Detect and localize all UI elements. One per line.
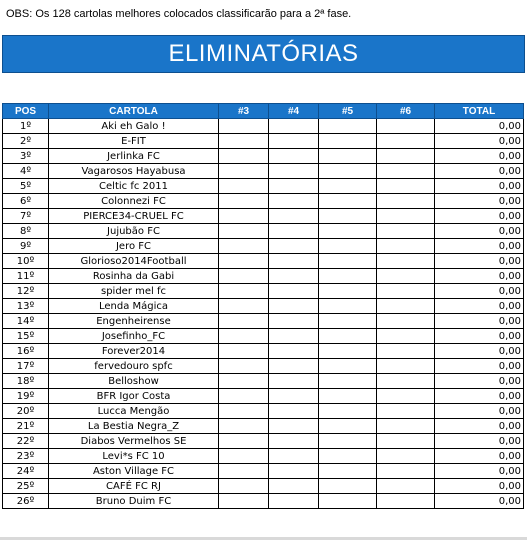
round-4-cell[interactable] — [269, 359, 319, 374]
round-4-cell[interactable] — [269, 254, 319, 269]
total-cell[interactable]: 0,00 — [435, 314, 524, 329]
col-header-pos[interactable]: POS — [3, 104, 49, 119]
cartola-cell[interactable]: Levi*s FC 10 — [49, 449, 219, 464]
total-cell[interactable]: 0,00 — [435, 434, 524, 449]
total-cell[interactable]: 0,00 — [435, 374, 524, 389]
round-6-cell[interactable] — [377, 299, 435, 314]
table-row — [3, 389, 524, 404]
round-3-cell[interactable] — [219, 479, 269, 494]
pos-cell[interactable]: 1º — [3, 119, 49, 134]
round-6-cell[interactable] — [377, 149, 435, 164]
pos-cell[interactable]: 17º — [3, 359, 49, 374]
total-cell[interactable]: 0,00 — [435, 449, 524, 464]
cartola-cell[interactable]: Belloshow — [49, 374, 219, 389]
table-row — [3, 464, 524, 479]
round-4-cell[interactable] — [269, 239, 319, 254]
cartola-cell[interactable]: Lenda Mágica — [49, 299, 219, 314]
round-3-cell[interactable] — [219, 179, 269, 194]
cartola-cell[interactable]: PIERCE34-CRUEL FC — [49, 209, 219, 224]
col-header-round-4[interactable]: #4 — [269, 104, 319, 119]
round-6-cell[interactable] — [377, 119, 435, 134]
round-5-cell[interactable] — [319, 434, 377, 449]
round-4-cell[interactable] — [269, 149, 319, 164]
table-row — [3, 434, 524, 449]
cartola-cell[interactable]: Diabos Vermelhos SE — [49, 434, 219, 449]
round-6-cell[interactable] — [377, 449, 435, 464]
table-row — [3, 419, 524, 434]
table-row — [3, 359, 524, 374]
round-6-cell[interactable] — [377, 374, 435, 389]
round-3-cell[interactable] — [219, 194, 269, 209]
pos-cell[interactable]: 7º — [3, 209, 49, 224]
round-4-cell[interactable] — [269, 389, 319, 404]
total-cell[interactable]: 0,00 — [435, 299, 524, 314]
round-4-cell[interactable] — [269, 329, 319, 344]
pos-cell[interactable]: 22º — [3, 434, 49, 449]
cartola-cell[interactable]: Aki eh Galo ! — [49, 119, 219, 134]
round-6-cell[interactable] — [377, 134, 435, 149]
round-5-cell[interactable] — [319, 344, 377, 359]
cartola-cell[interactable]: Colonnezi FC — [49, 194, 219, 209]
table-row — [3, 239, 524, 254]
total-cell[interactable]: 0,00 — [435, 119, 524, 134]
round-3-cell[interactable] — [219, 464, 269, 479]
round-6-cell[interactable] — [377, 479, 435, 494]
round-6-cell[interactable] — [377, 419, 435, 434]
table-row — [3, 224, 524, 239]
table-row — [3, 254, 524, 269]
round-4-cell[interactable] — [269, 344, 319, 359]
pos-cell[interactable]: 24º — [3, 464, 49, 479]
notice-text: OBS: Os 128 cartolas melhores colocados classificarão para a 2ª fase. — [6, 8, 352, 20]
round-6-cell[interactable] — [377, 194, 435, 209]
pos-cell[interactable]: 13º — [3, 299, 49, 314]
round-6-cell[interactable] — [377, 269, 435, 284]
cartola-cell[interactable]: Rosinha da Gabi — [49, 269, 219, 284]
round-5-cell[interactable] — [319, 374, 377, 389]
round-4-cell[interactable] — [269, 164, 319, 179]
col-header-round-5[interactable]: #5 — [319, 104, 377, 119]
round-5-cell[interactable] — [319, 194, 377, 209]
round-4-cell[interactable] — [269, 464, 319, 479]
total-cell[interactable]: 0,00 — [435, 224, 524, 239]
round-4-cell[interactable] — [269, 434, 319, 449]
pos-cell[interactable]: 14º — [3, 314, 49, 329]
col-header-round-3[interactable]: #3 — [219, 104, 269, 119]
total-cell[interactable]: 0,00 — [435, 389, 524, 404]
round-4-cell[interactable] — [269, 119, 319, 134]
section-banner — [2, 35, 525, 73]
round-3-cell[interactable] — [219, 329, 269, 344]
total-cell[interactable]: 0,00 — [435, 149, 524, 164]
banner-title: ELIMINATÓRIAS — [168, 40, 359, 67]
round-3-cell[interactable] — [219, 134, 269, 149]
round-4-cell[interactable] — [269, 194, 319, 209]
round-6-cell[interactable] — [377, 344, 435, 359]
table-row — [3, 449, 524, 464]
ranking-table — [2, 103, 524, 509]
cartola-cell[interactable]: BFR Igor Costa — [49, 389, 219, 404]
pos-cell[interactable]: 4º — [3, 164, 49, 179]
round-6-cell[interactable] — [377, 284, 435, 299]
total-cell[interactable]: 0,00 — [435, 329, 524, 344]
round-6-cell[interactable] — [377, 389, 435, 404]
cartola-cell[interactable]: Jerlinka FC — [49, 149, 219, 164]
cartola-cell[interactable]: E-FIT — [49, 134, 219, 149]
round-3-cell[interactable] — [219, 149, 269, 164]
table-row — [3, 134, 524, 149]
table-row — [3, 179, 524, 194]
pos-cell[interactable]: 11º — [3, 269, 49, 284]
round-4-cell[interactable] — [269, 419, 319, 434]
round-5-cell[interactable] — [319, 134, 377, 149]
pos-cell[interactable]: 12º — [3, 284, 49, 299]
pos-cell[interactable]: 2º — [3, 134, 49, 149]
pos-cell[interactable]: 20º — [3, 404, 49, 419]
round-5-cell[interactable] — [319, 149, 377, 164]
total-cell[interactable]: 0,00 — [435, 404, 524, 419]
table-row — [3, 269, 524, 284]
round-4-cell[interactable] — [269, 314, 319, 329]
total-cell[interactable]: 0,00 — [435, 164, 524, 179]
round-6-cell[interactable] — [377, 179, 435, 194]
round-4-cell[interactable] — [269, 134, 319, 149]
col-header-cartola[interactable]: CARTOLA — [49, 104, 219, 119]
round-3-cell[interactable] — [219, 404, 269, 419]
round-5-cell[interactable] — [319, 254, 377, 269]
table-row — [3, 164, 524, 179]
cartola-cell[interactable]: spider mel fc — [49, 284, 219, 299]
round-4-cell[interactable] — [269, 209, 319, 224]
table-row — [3, 194, 524, 209]
pos-cell[interactable]: 3º — [3, 149, 49, 164]
cartola-cell[interactable]: Aston Village FC — [49, 464, 219, 479]
round-3-cell[interactable] — [219, 224, 269, 239]
round-4-cell[interactable] — [269, 299, 319, 314]
round-6-cell[interactable] — [377, 329, 435, 344]
cartola-cell[interactable]: Bruno Duim FC — [49, 494, 219, 509]
table-row — [3, 479, 524, 494]
round-3-cell[interactable] — [219, 434, 269, 449]
round-5-cell[interactable] — [319, 449, 377, 464]
round-6-cell[interactable] — [377, 239, 435, 254]
round-5-cell[interactable] — [319, 419, 377, 434]
pos-cell[interactable]: 15º — [3, 329, 49, 344]
pos-cell[interactable]: 16º — [3, 344, 49, 359]
table-row — [3, 284, 524, 299]
round-4-cell[interactable] — [269, 494, 319, 509]
pos-cell[interactable]: 9º — [3, 239, 49, 254]
round-5-cell[interactable] — [319, 464, 377, 479]
cartola-cell[interactable]: Glorioso2014Football — [49, 254, 219, 269]
table-row — [3, 314, 524, 329]
round-3-cell[interactable] — [219, 344, 269, 359]
round-3-cell[interactable] — [219, 164, 269, 179]
round-4-cell[interactable] — [269, 449, 319, 464]
round-3-cell[interactable] — [219, 284, 269, 299]
pos-cell[interactable]: 25º — [3, 479, 49, 494]
col-header-total[interactable]: TOTAL — [435, 104, 524, 119]
pos-cell[interactable]: 5º — [3, 179, 49, 194]
cartola-cell[interactable]: La Bestia Negra_Z — [49, 419, 219, 434]
total-cell[interactable]: 0,00 — [435, 494, 524, 509]
table-row — [3, 149, 524, 164]
round-6-cell[interactable] — [377, 224, 435, 239]
round-6-cell[interactable] — [377, 404, 435, 419]
round-4-cell[interactable] — [269, 179, 319, 194]
pos-cell[interactable]: 8º — [3, 224, 49, 239]
cartola-cell[interactable]: Lucca Mengão — [49, 404, 219, 419]
cartola-cell[interactable]: Josefinho_FC — [49, 329, 219, 344]
total-cell[interactable]: 0,00 — [435, 179, 524, 194]
round-6-cell[interactable] — [377, 209, 435, 224]
round-6-cell[interactable] — [377, 494, 435, 509]
total-cell[interactable]: 0,00 — [435, 134, 524, 149]
round-5-cell[interactable] — [319, 329, 377, 344]
pos-cell[interactable]: 19º — [3, 389, 49, 404]
round-4-cell[interactable] — [269, 224, 319, 239]
round-3-cell[interactable] — [219, 389, 269, 404]
round-4-cell[interactable] — [269, 374, 319, 389]
round-3-cell[interactable] — [219, 419, 269, 434]
table-row — [3, 404, 524, 419]
table-row — [3, 494, 524, 509]
cartola-cell[interactable]: Jujubão FC — [49, 224, 219, 239]
round-5-cell[interactable] — [319, 119, 377, 134]
table-row — [3, 299, 524, 314]
round-3-cell[interactable] — [219, 374, 269, 389]
round-5-cell[interactable] — [319, 389, 377, 404]
total-cell[interactable]: 0,00 — [435, 419, 524, 434]
table-row — [3, 344, 524, 359]
round-6-cell[interactable] — [377, 434, 435, 449]
round-5-cell[interactable] — [319, 299, 377, 314]
pos-cell[interactable]: 10º — [3, 254, 49, 269]
round-4-cell[interactable] — [269, 479, 319, 494]
total-cell[interactable]: 0,00 — [435, 254, 524, 269]
total-cell[interactable]: 0,00 — [435, 479, 524, 494]
total-cell[interactable]: 0,00 — [435, 269, 524, 284]
round-6-cell[interactable] — [377, 164, 435, 179]
cartola-cell[interactable]: fervedouro spfc — [49, 359, 219, 374]
pos-cell[interactable]: 26º — [3, 494, 49, 509]
round-5-cell[interactable] — [319, 494, 377, 509]
cartola-cell[interactable]: Forever2014 — [49, 344, 219, 359]
cartola-cell[interactable]: Celtic fc 2011 — [49, 179, 219, 194]
round-5-cell[interactable] — [319, 314, 377, 329]
round-3-cell[interactable] — [219, 269, 269, 284]
round-5-cell[interactable] — [319, 404, 377, 419]
total-cell[interactable]: 0,00 — [435, 284, 524, 299]
total-cell[interactable]: 0,00 — [435, 464, 524, 479]
round-5-cell[interactable] — [319, 359, 377, 374]
cartola-cell[interactable]: Vagarosos Hayabusa — [49, 164, 219, 179]
total-cell[interactable]: 0,00 — [435, 209, 524, 224]
round-5-cell[interactable] — [319, 269, 377, 284]
total-cell[interactable]: 0,00 — [435, 359, 524, 374]
round-5-cell[interactable] — [319, 224, 377, 239]
cartola-cell[interactable]: CAFÉ FC RJ — [49, 479, 219, 494]
round-3-cell[interactable] — [219, 314, 269, 329]
cartola-cell[interactable]: Jero FC — [49, 239, 219, 254]
round-5-cell[interactable] — [319, 179, 377, 194]
round-5-cell[interactable] — [319, 209, 377, 224]
pos-cell[interactable]: 23º — [3, 449, 49, 464]
table-row — [3, 209, 524, 224]
round-3-cell[interactable] — [219, 449, 269, 464]
round-4-cell[interactable] — [269, 269, 319, 284]
round-6-cell[interactable] — [377, 254, 435, 269]
round-3-cell[interactable] — [219, 299, 269, 314]
total-cell[interactable]: 0,00 — [435, 194, 524, 209]
total-cell[interactable]: 0,00 — [435, 239, 524, 254]
round-5-cell[interactable] — [319, 164, 377, 179]
round-3-cell[interactable] — [219, 494, 269, 509]
pos-cell[interactable]: 18º — [3, 374, 49, 389]
round-3-cell[interactable] — [219, 119, 269, 134]
round-3-cell[interactable] — [219, 239, 269, 254]
round-5-cell[interactable] — [319, 479, 377, 494]
table-row — [3, 119, 524, 134]
round-4-cell[interactable] — [269, 404, 319, 419]
round-5-cell[interactable] — [319, 284, 377, 299]
round-3-cell[interactable] — [219, 359, 269, 374]
table-row — [3, 374, 524, 389]
table-row — [3, 329, 524, 344]
round-5-cell[interactable] — [319, 239, 377, 254]
round-6-cell[interactable] — [377, 359, 435, 374]
cartola-cell[interactable]: Engenheirense — [49, 314, 219, 329]
round-3-cell[interactable] — [219, 254, 269, 269]
round-3-cell[interactable] — [219, 209, 269, 224]
col-header-round-6[interactable]: #6 — [377, 104, 435, 119]
round-6-cell[interactable] — [377, 314, 435, 329]
pos-cell[interactable]: 6º — [3, 194, 49, 209]
header-row — [3, 104, 524, 119]
round-6-cell[interactable] — [377, 464, 435, 479]
total-cell[interactable]: 0,00 — [435, 344, 524, 359]
round-4-cell[interactable] — [269, 284, 319, 299]
pos-cell[interactable]: 21º — [3, 419, 49, 434]
